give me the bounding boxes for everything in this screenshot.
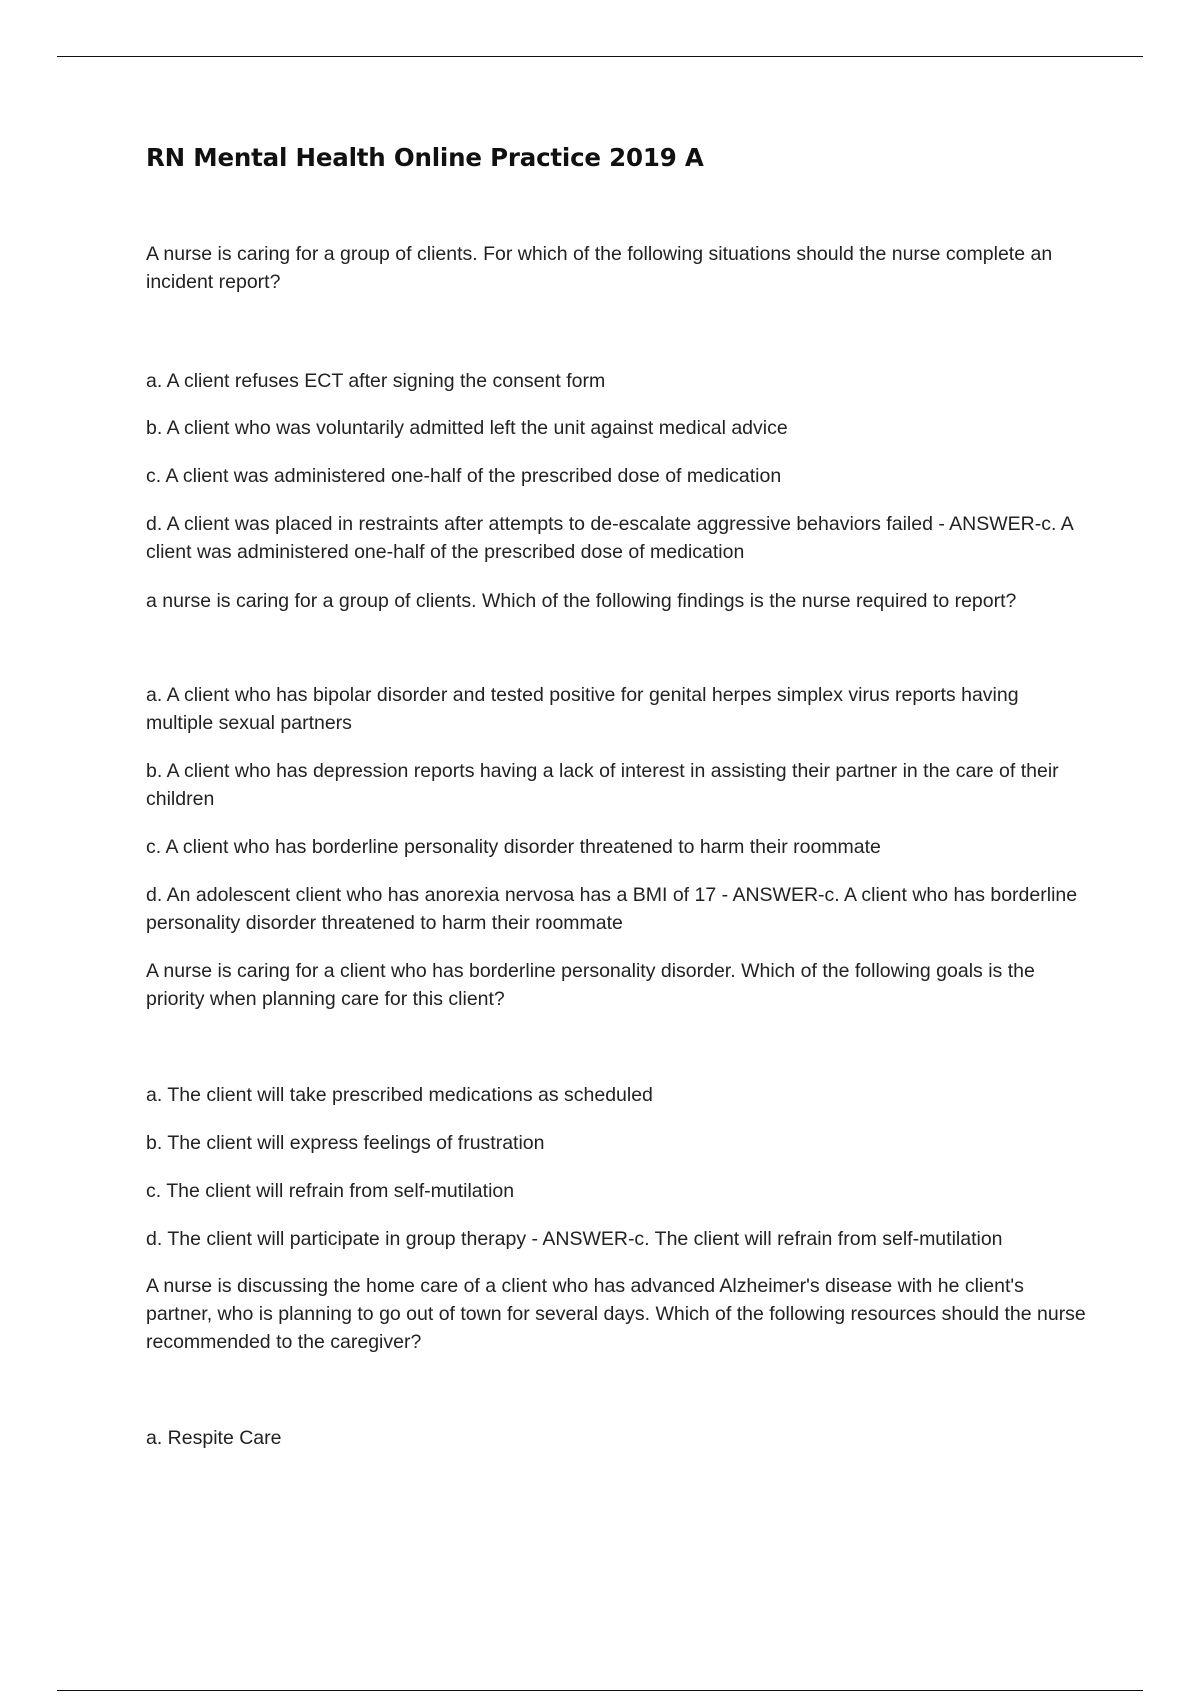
question-1-option-b: b. A client who was voluntarily admitted left the unit against medical advice (146, 417, 788, 439)
question-1-option-d-answer: d. A client was placed in restraints after attempts to de-escalate aggressive behaviors failed - ANSWER-c. A client was administered one-half of the prescribed dose of medication (146, 513, 1073, 563)
footer-rule (57, 1690, 1143, 1691)
question-3-option-d-answer: d. The client will participate in group therapy - ANSWER-c. The client will refrain from self-mutilation (146, 1228, 1003, 1250)
question-2-option-d-answer: d. An adolescent client who has anorexia nervosa has a BMI of 17 - ANSWER-c. A client who has borderline personality disorder threatened to harm their roommate (146, 884, 1078, 934)
question-3-option-a: a. The client will take prescribed medications as scheduled (146, 1084, 653, 1106)
question-1-option-a: a. A client refuses ECT after signing the consent form (146, 370, 606, 392)
question-3-option-b: b. The client will express feelings of frustration (146, 1132, 545, 1154)
question-1: A nurse is caring for a group of clients. For which of the following situations should the nurse complete an incident report? (146, 243, 1053, 293)
question-4: A nurse is discussing the home care of a client who has advanced Alzheimer's disease with he client's partner, who is planning to go out of town for several days. Which of the following resources should the nurse recommended to the caregiver? (146, 1275, 1086, 1353)
question-3-option-c: c. The client will refrain from self-mutilation (146, 1180, 515, 1202)
header-rule (57, 56, 1143, 57)
question-2: a nurse is caring for a group of clients. Which of the following findings is the nurse required to report? (146, 590, 1017, 612)
question-4-option-a: a. Respite Care (146, 1427, 282, 1449)
question-2-option-b: b. A client who has depression reports having a lack of interest in assisting their partner in the care of their children (146, 760, 1059, 810)
question-1-option-c: c. A client was administered one-half of the prescribed dose of medication (146, 465, 782, 487)
question-3: A nurse is caring for a client who has borderline personality disorder. Which of the following goals is the priority when planning care for this client? (146, 960, 1035, 1010)
question-2-option-a: a. A client who has bipolar disorder and tested positive for genital herpes simplex virus reports having multiple sexual partners (146, 684, 1019, 734)
document-title: RN Mental Health Online Practice 2019 A (146, 143, 704, 172)
question-2-option-c: c. A client who has borderline personality disorder threatened to harm their roommate (146, 836, 881, 858)
